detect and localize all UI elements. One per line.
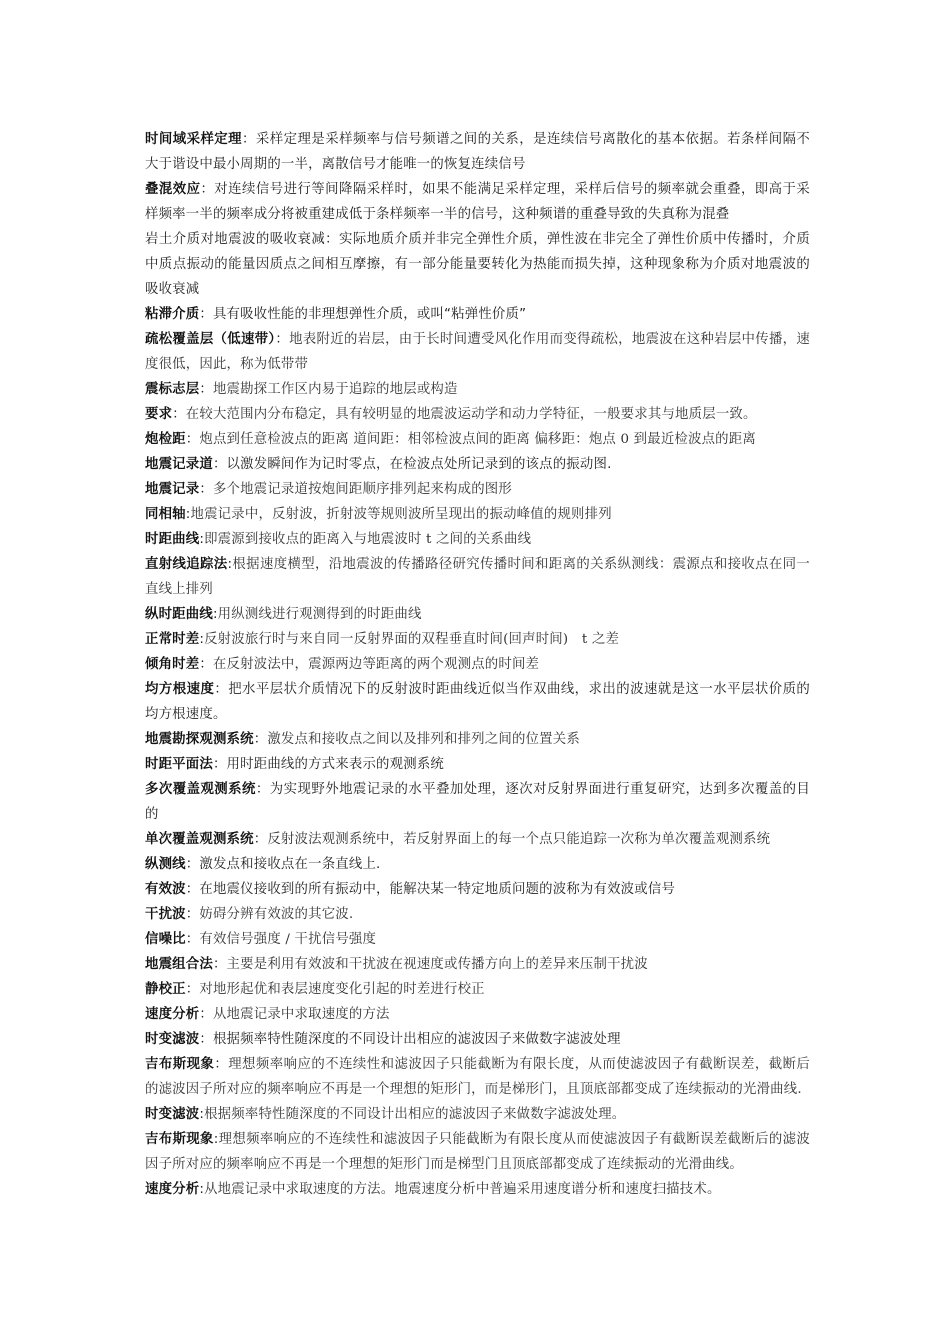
glossary-term: 震标志层	[145, 382, 200, 397]
glossary-definition: 理想频率响应的不连续性和滤波因子只能截断为有限长度，从而使滤波因子有截断误差，截断后的滤波因子所对应的频率响应不再是一个理想的矩形门，而是梯形门，且顶底部都变成了连续振动的光滑曲线.	[145, 1057, 811, 1097]
glossary-definition: 多个地震记录道按炮间距顺序排列起来构成的图形	[212, 482, 512, 497]
term-separator: ：	[185, 982, 200, 997]
term-separator: ：	[199, 382, 213, 397]
glossary-definition: 从地震记录中求取速度的方法	[212, 1007, 390, 1022]
glossary-entry	[145, 977, 810, 1002]
glossary-entry	[145, 527, 810, 552]
glossary-entry	[145, 902, 810, 927]
term-separator: ：	[212, 457, 227, 472]
term-separator: ：	[200, 182, 215, 197]
glossary-definition: 有效信号强度 / 干扰信号强度	[199, 932, 377, 947]
glossary-entry	[145, 377, 810, 402]
glossary-entry	[145, 852, 810, 877]
glossary-entry	[145, 827, 810, 852]
term-separator: :	[212, 607, 218, 622]
glossary-entry	[145, 1002, 810, 1027]
glossary-entry	[145, 477, 810, 502]
glossary-term: 疏松覆盖层（低速带）	[145, 332, 276, 347]
term-separator: :	[227, 557, 233, 572]
glossary-definition: 采样定理是采样频率与信号频谱之间的关系，是连续信号离散化的基本依据。若条样间隔不大于谐设中最小周期的一半，离散信号才能唯一的恢复连续信号	[145, 132, 811, 172]
term-separator: :	[199, 1107, 205, 1122]
glossary-definition: 为实现野外地震记录的水平叠加处理，逐次对反射界面进行重复研究，达到多次覆盖的目的	[145, 782, 811, 822]
glossary-term: 地震记录	[145, 482, 200, 497]
glossary-definition: 主要是利用有效波和干扰波在视速度或传播方向上的差异来压制干扰波	[226, 957, 648, 972]
glossary-entry	[145, 752, 810, 777]
glossary-term: 时距平面法	[145, 757, 213, 772]
glossary-definition: 在反射波法中，震源两边等距离的两个观测点的时间差	[212, 657, 540, 672]
term-separator: ：	[275, 332, 290, 347]
glossary-term: 纵测线	[145, 857, 186, 872]
term-separator: ：	[199, 1032, 213, 1047]
glossary-term: 同相轴	[145, 507, 186, 522]
glossary-entry	[145, 1177, 810, 1202]
term-separator: :	[199, 1182, 205, 1197]
glossary-term: 纵时距曲线	[145, 607, 213, 622]
glossary-definition: 岩土介质对地震波的吸收衰减：实际地质介质并非完全弹性介质，弹性波在非完全了弹性价质中传播时，介质中质点振动的能量因质点之间相互摩擦，有一部分能量要转化为热能而损失掉，这种现象称为介质对地震波的吸收衰减	[145, 232, 810, 297]
glossary-definition: 地震勘探工作区内易于追踪的地层或构造	[212, 382, 458, 397]
glossary-entry	[145, 727, 810, 752]
glossary-definition: 激发点和接收点之间以及排列和排列之间的位置关系	[267, 732, 580, 747]
glossary-term: 吉布斯现象	[145, 1057, 215, 1072]
glossary-entry	[145, 552, 810, 602]
glossary-entry	[145, 627, 810, 652]
glossary-entry	[145, 402, 810, 427]
glossary-term: 要求	[145, 407, 173, 422]
glossary-definition: 反射波旅行时与来自同一反射界面的双程垂直时间(回声时间) t 之差	[204, 632, 620, 647]
glossary-definition: 具有吸收性能的非理想弹性介质，或叫“粘弹性价质”	[212, 307, 527, 322]
glossary-entry	[145, 927, 810, 952]
glossary-term: 速度分析	[145, 1007, 200, 1022]
glossary-entry	[145, 877, 810, 902]
glossary-definition: 以激发瞬间作为记时零点，在检波点处所记录到的该点的振动图.	[226, 457, 612, 472]
glossary-definition: 理想频率响应的不连续性和滤波因子只能截断为有限长度从而使滤波因子有截断误差截断后的滤波因子所对应的频率响应不再是一个理想的矩形门而是梯型门且顶底部都变成了连续振动的光滑曲线。	[145, 1132, 810, 1172]
term-separator: ：	[185, 857, 200, 872]
glossary-definition: 地表附近的岩层，由于长时间遭受风化作用而变得疏松，地震波在这种岩层中传播，速度很低，因此，称为低带带	[145, 332, 810, 372]
glossary-entry	[145, 777, 810, 827]
glossary-term: 时变滤波	[145, 1107, 200, 1122]
term-separator: :	[185, 507, 191, 522]
term-separator: ：	[255, 782, 270, 797]
term-separator: ：	[253, 832, 268, 847]
term-separator: :	[199, 632, 205, 647]
glossary-entry	[145, 952, 810, 977]
term-separator: ：	[185, 932, 200, 947]
glossary-term: 干扰波	[145, 907, 186, 922]
glossary-term: 叠混效应	[145, 182, 201, 197]
glossary-definition: 根据频率特性随深度的不同设计出相应的滤波因子来做数字滤波处理	[212, 1032, 621, 1047]
glossary-definition: 用纵测线进行观测得到的时距曲线	[217, 607, 422, 622]
glossary-definition: 激发点和接收点在一条直线上.	[199, 857, 381, 872]
glossary-entry	[145, 452, 810, 477]
glossary-entry	[145, 1102, 810, 1127]
glossary-term: 有效波	[145, 882, 186, 897]
glossary-definition: 妨碍分辨有效波的其它波.	[199, 907, 354, 922]
glossary-term: 正常时差	[145, 632, 200, 647]
glossary-term: 地震记录道	[145, 457, 213, 472]
glossary-definition: 炮点到任意检波点的距离 道间距：相邻检波点间的距离 偏移距：炮点 0 到最近检波点的距离	[199, 432, 756, 447]
term-separator: ：	[199, 307, 213, 322]
glossary-term: 均方根速度	[145, 682, 215, 697]
glossary-definition: 在地震仪接收到的所有振动中，能解决某一特定地质问题的波称为有效波或信号	[199, 882, 676, 897]
glossary-entry	[145, 1027, 810, 1052]
glossary-entry	[145, 127, 810, 177]
term-separator: ：	[242, 132, 256, 147]
glossary-entry	[145, 677, 810, 727]
glossary-term: 时间域采样定理	[145, 132, 243, 147]
term-separator: ：	[199, 657, 213, 672]
glossary-term: 静校正	[145, 982, 186, 997]
term-separator: ：	[199, 482, 213, 497]
glossary-term: 多次覆盖观测系统	[145, 782, 256, 797]
term-separator: :	[199, 532, 205, 547]
glossary-term: 时变滤波	[145, 1032, 200, 1047]
glossary-entry	[145, 1127, 810, 1177]
glossary-definition: 对地形起优和表层速度变化引起的时差进行校正	[199, 982, 485, 997]
term-separator: ：	[185, 907, 200, 922]
glossary-definition: 用时距曲线的方式来表示的观测系统	[226, 757, 444, 772]
glossary-term: 速度分析	[145, 1182, 200, 1197]
glossary-definition: 即震源到接收点的距离入与地震波时 t 之间的关系曲线	[204, 532, 532, 547]
glossary-entry	[145, 327, 810, 377]
glossary-term: 信噪比	[145, 932, 186, 947]
glossary-entry	[145, 302, 810, 327]
glossary-entry	[145, 177, 810, 227]
glossary-term: 单次覆盖观测系统	[145, 832, 254, 847]
term-separator: ：	[185, 432, 200, 447]
glossary-term: 时距曲线	[145, 532, 200, 547]
term-separator: ：	[214, 1057, 229, 1072]
glossary-entry	[145, 1052, 810, 1102]
term-separator: ：	[172, 407, 186, 422]
glossary-entry	[145, 227, 810, 302]
glossary-term: 倾角时差	[145, 657, 200, 672]
glossary-entry	[145, 502, 810, 527]
term-separator: ：	[212, 957, 227, 972]
glossary-definition: 地震记录中，反射波，折射波等规则波所呈现出的振动峰值的规则排列	[190, 507, 612, 522]
glossary-term: 地震组合法	[145, 957, 213, 972]
glossary-definition: 反射波法观测系统中，若反射界面上的每一个点只能追踪一次称为单次覆盖观测系统	[267, 832, 771, 847]
term-separator: ：	[185, 882, 200, 897]
glossary-definition: 根据速度横型，沿地震波的传播路径研究传播时间和距离的关系纵测线：震源点和接收点在同一直线上排列	[145, 557, 811, 597]
glossary-term: 粘滞介质	[145, 307, 200, 322]
document-page	[145, 127, 810, 1202]
glossary-definition: 把水平层状介质情况下的反射波时距曲线近似当作双曲线，求出的波速就是这一水平层状价质的均方根速度。	[145, 682, 811, 722]
term-separator: :	[213, 1132, 219, 1147]
term-separator: ：	[214, 682, 229, 697]
glossary-entry	[145, 652, 810, 677]
glossary-term: 炮检距	[145, 432, 186, 447]
term-separator: ：	[253, 732, 268, 747]
glossary-definition: 在较大范围内分布稳定，具有较明显的地震波运动学和动力学特征，一般要求其与地质层一致。	[185, 407, 757, 422]
glossary-term: 地震勘探观测系统	[145, 732, 254, 747]
glossary-term: 直射线追踪法	[145, 557, 228, 572]
glossary-entry	[145, 427, 810, 452]
term-separator: ：	[212, 757, 227, 772]
glossary-definition: 根据频率特性随深度的不同设计出相应的滤波因子来做数字滤波处理。	[204, 1107, 626, 1122]
glossary-definition: 对连续信号进行等间降隔采样时，如果不能满足采样定理，采样后信号的频率就会重叠，即高于采样频率一半的频率成分将被重建成低于条样频率一半的信号，这种频谱的重叠导致的失真称为混叠	[145, 182, 810, 222]
glossary-definition: 从地震记录中求取速度的方法。地震速度分析中普遍采用速度谱分析和速度扫描技术。	[204, 1182, 721, 1197]
glossary-entry	[145, 602, 810, 627]
term-separator: ：	[199, 1007, 213, 1022]
glossary-term: 吉布斯现象	[145, 1132, 214, 1147]
